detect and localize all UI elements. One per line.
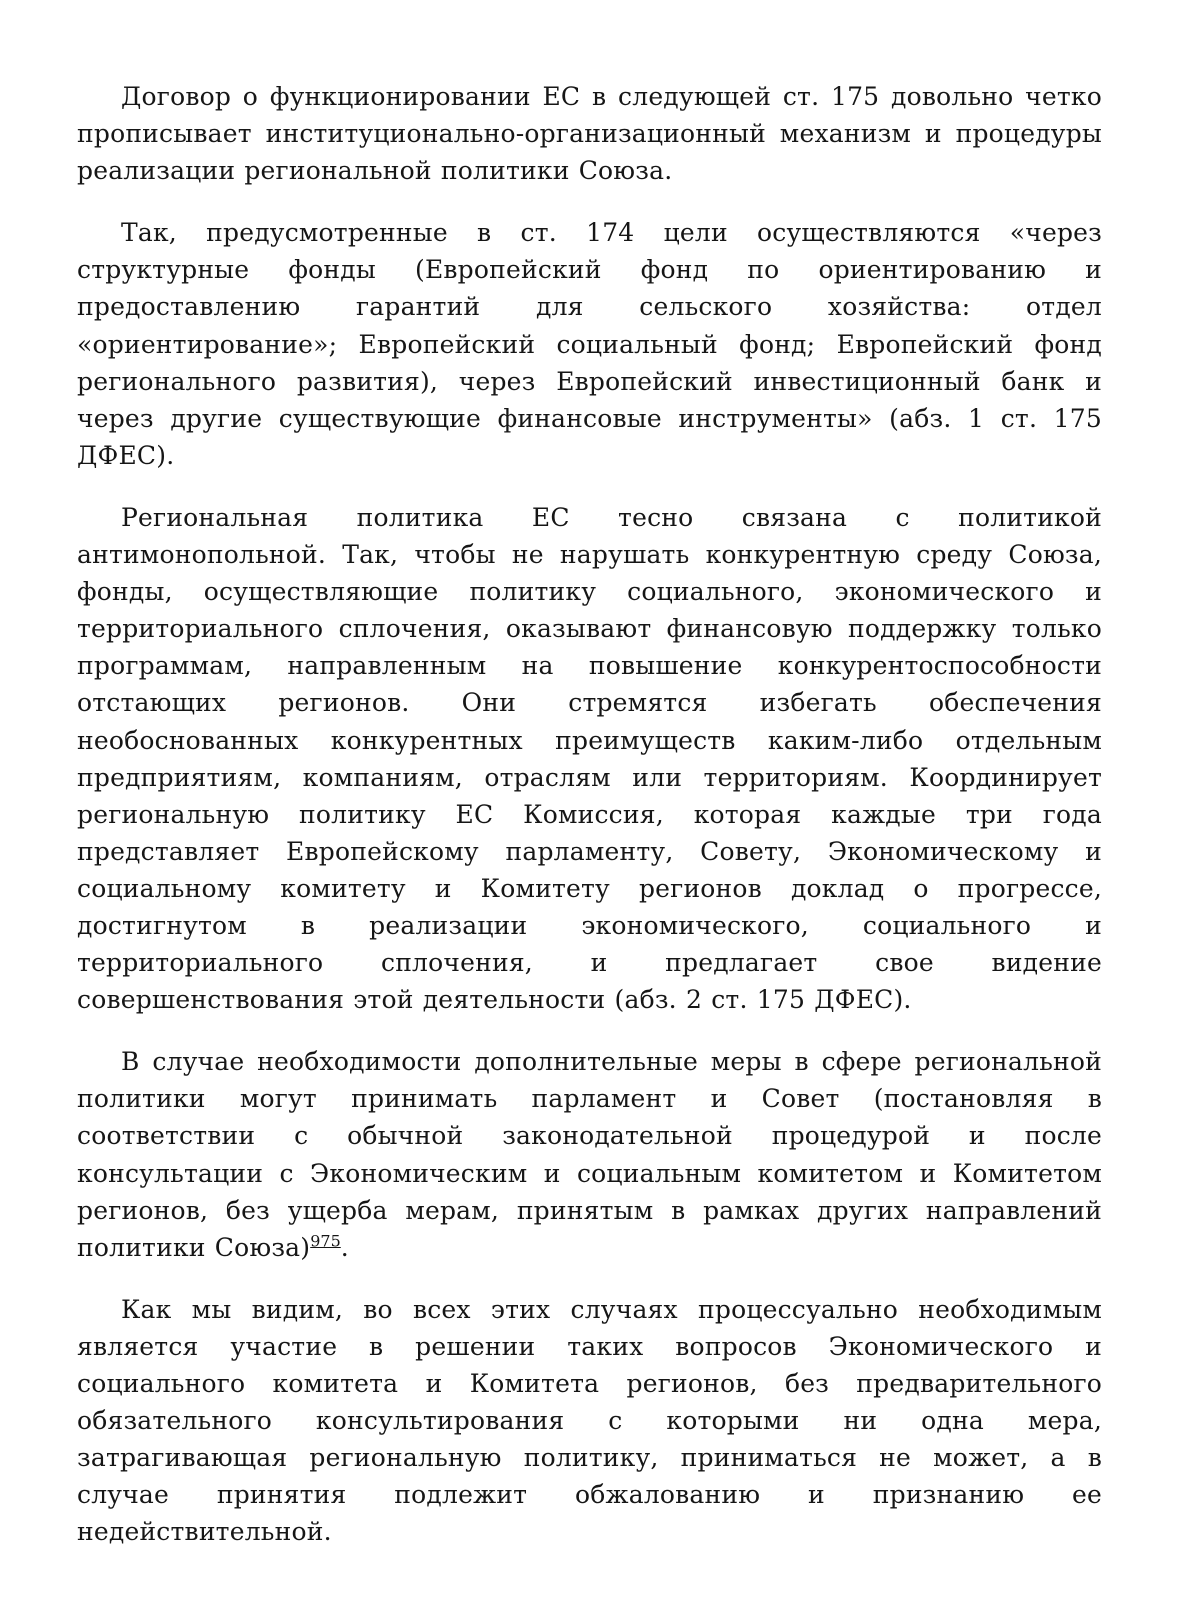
- paragraph-2: Так, предусмотренные в ст. 174 цели осуществляются «через структурные фонды (Европейский фонд по ориентированию и предоставлению гарантий для сельского хозяйства: отдел «ориентирование»; Европейский социальный фонд; Европейский фонд регионального развития), через Европейский инвестиционный банк и через другие существующие финансовые инструменты» (абз. 1 ст. 175 ДФЕС).: [77, 218, 1102, 470]
- paragraph-4-text: В случае необходимости дополнительные меры в сфере региональной политики могут принимать парламент и Совет (постановляя в соответствии с обычной законодательной процедурой и после консультации с Экономическим и социальным комитетом и Комитетом регионов, без ущерба мерам, принятым в рамках других направлений политики Союза): [77, 1047, 1102, 1262]
- paragraph-5: Как мы видим, во всех этих случаях процессуально необходимым является участие в решении таких вопросов Экономического и социального комитета и Комитета регионов, без предварительного обязательного консультирования с которыми ни одна мера, затрагивающая региональную политику, приниматься не может, а в случае принятия подлежит обжалованию и признанию ее недействительной.: [77, 1294, 1102, 1547]
- paragraph-1: Договор о функционировании ЕС в следующей ст. 175 довольно четко прописывает институционально-организационный механизм и процедуры реализации региональной политики Союза.: [77, 82, 1102, 186]
- footnote-reference-link[interactable]: 975: [310, 1231, 341, 1251]
- document-body: [77, 78, 1102, 1550]
- paragraph-4: [77, 1043, 1102, 1266]
- paragraph-4-tail: .: [340, 1232, 349, 1262]
- paragraph-3: Региональная политика ЕС тесно связана с политикой антимонопольной. Так, чтобы не нарушать конкурентную среду Союза, фонды, осуществляющие политику социального, экономического и территориального сплочения, оказывают финансовую поддержку только программам, направленным на повышение конкурентоспособности отстающих регионов. Они стремятся избегать обеспечения необоснованных конкурентных преимуществ каким-либо отдельным предприятиям, компаниям, отраслям или территориям. Координирует региональную политику ЕС Комиссия, которая каждые три года представляет Европейскому парламенту, Совету, Экономическому и социальному комитету и Комитету регионов доклад о прогрессе, достигнутом в реализации экономического, социального и территориального сплочения, и предлагает свое видение совершенствования этой деятельности (абз. 2 ст. 175 ДФЕС).: [77, 502, 1102, 1015]
